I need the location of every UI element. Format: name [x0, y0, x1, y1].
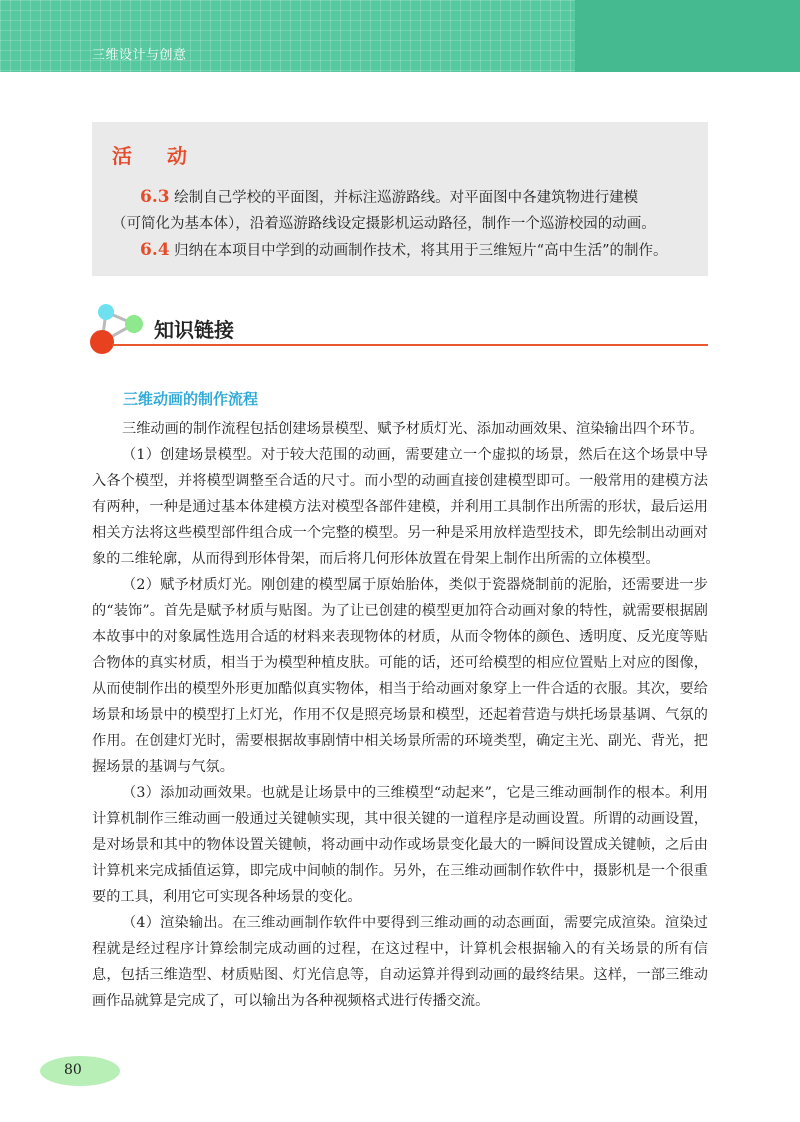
page-number: 80 — [64, 1062, 82, 1078]
activity-box — [92, 122, 708, 276]
header-divider — [0, 72, 800, 78]
knowledge-link-title: 知识链接 — [154, 318, 234, 342]
page-header-band — [0, 0, 800, 78]
activity-item — [112, 237, 694, 264]
activity-item-text: 绘制自己学校的平面图，并标注巡游路线。对平面图中各建筑物进行建模 — [169, 190, 639, 206]
activity-items — [112, 184, 694, 264]
activity-title: 活 动 — [112, 144, 201, 168]
activity-item-number: 6.3 — [140, 187, 170, 207]
page-number-badge — [40, 1056, 120, 1086]
paragraph: 三维动画的制作流程包括创建场景模型、赋予材质灯光、添加动画效果、渲染输出四个环节。 — [122, 421, 704, 437]
activity-item-number: 6.4 — [140, 240, 170, 260]
paragraph: （4）渲染输出。在三维动画制作软件中要得到三维动画的动态画面，需要完成渲染。渲染过程就是经过程序计算绘制完成动画的过程，在这过程中，计算机会根据输入的有关场景的所有信息，包括三维造型、材质贴图、灯光信息等，自动运算并得到动画的最终结果。这样，一部三维动画作品就算是完成了，可以输出为各种视频格式进行传播交流。 — [92, 915, 708, 1009]
section-heading: 三维动画的制作流程 — [123, 390, 259, 408]
paragraph: （3）添加动画效果。也就是让场景中的三维模型“动起来”，它是三维动画制作的根本。利用计算机制作三维动画一般通过关键帧实现，其中很关键的一道程序是动画设置。所谓的动画设置，是对场景和其中的物体设置关键帧，将动画中动作或场景变化最大的一瞬间设置成关键帧，之后由计算机来完成插值运算，即完成中间帧的制作。另外，在三维动画制作软件中，摄影机是一个很重要的工具，利用它可实现各种场景的变化。 — [92, 785, 708, 905]
knowledge-link-heading — [90, 300, 710, 360]
activity-item-text: 归纳在本项目中学到的动画制作技术，将其用于三维短片“高中生活”的制作。 — [169, 243, 668, 259]
molecule-icon — [90, 300, 150, 360]
running-header-title: 三维设计与创意 — [92, 48, 187, 63]
paragraph: （1）创建场景模型。对于较大范围的动画，需要建立一个虚拟的场景，然后在这个场景中导入各个模型，并将模型调整至合适的尺寸。而小型的动画直接创建模型即可。一般常用的建模方法有两种，一种是通过基本体建模方法对模型各部件建模，并利用工具制作出所需的形状，最后运用相关方法将这些模型部件组合成一个完整的模型。另一种是采用放样造型技术，即先绘制出动画对象的二维轮廓，从而得到形体骨架，而后将几何形体放置在骨架上制作出所需的立体模型。 — [92, 447, 708, 567]
activity-item-continuation: （可简化为基本体），沿着巡游路线设定摄影机运动路径，制作一个巡游校园的动画。 — [112, 216, 656, 232]
section-body — [92, 416, 708, 1014]
heading-rule — [112, 344, 708, 346]
header-decoration — [575, 0, 800, 78]
paragraph: （2）赋予材质灯光。刚创建的模型属于原始胎体，类似于瓷器烧制前的泥胎，还需要进一步的“装饰”。首先是赋予材质与贴图。为了让已创建的模型更加符合动画对象的特性，就需要根据剧本故事中的对象属性选用合适的材料来表现物体的材质，从而令物体的颜色、透明度、反光度等贴合物体的真实材质，相当于为模型种植皮肤。可能的话，还可给模型的相应位置贴上对应的图像，从而使制作出的模型外形更加酷似真实物体，相当于给动画对象穿上一件合适的衣服。其次，要给场景和场景中的模型打上灯光，作用不仅是照亮场景和模型，还起着营造与烘托场景基调、气氛的作用。在创建灯光时，需要根据故事剧情中相关场景所需的环境类型，确定主光、副光、背光，把握场景的基调与气氛。 — [92, 577, 708, 775]
activity-item — [112, 184, 694, 211]
